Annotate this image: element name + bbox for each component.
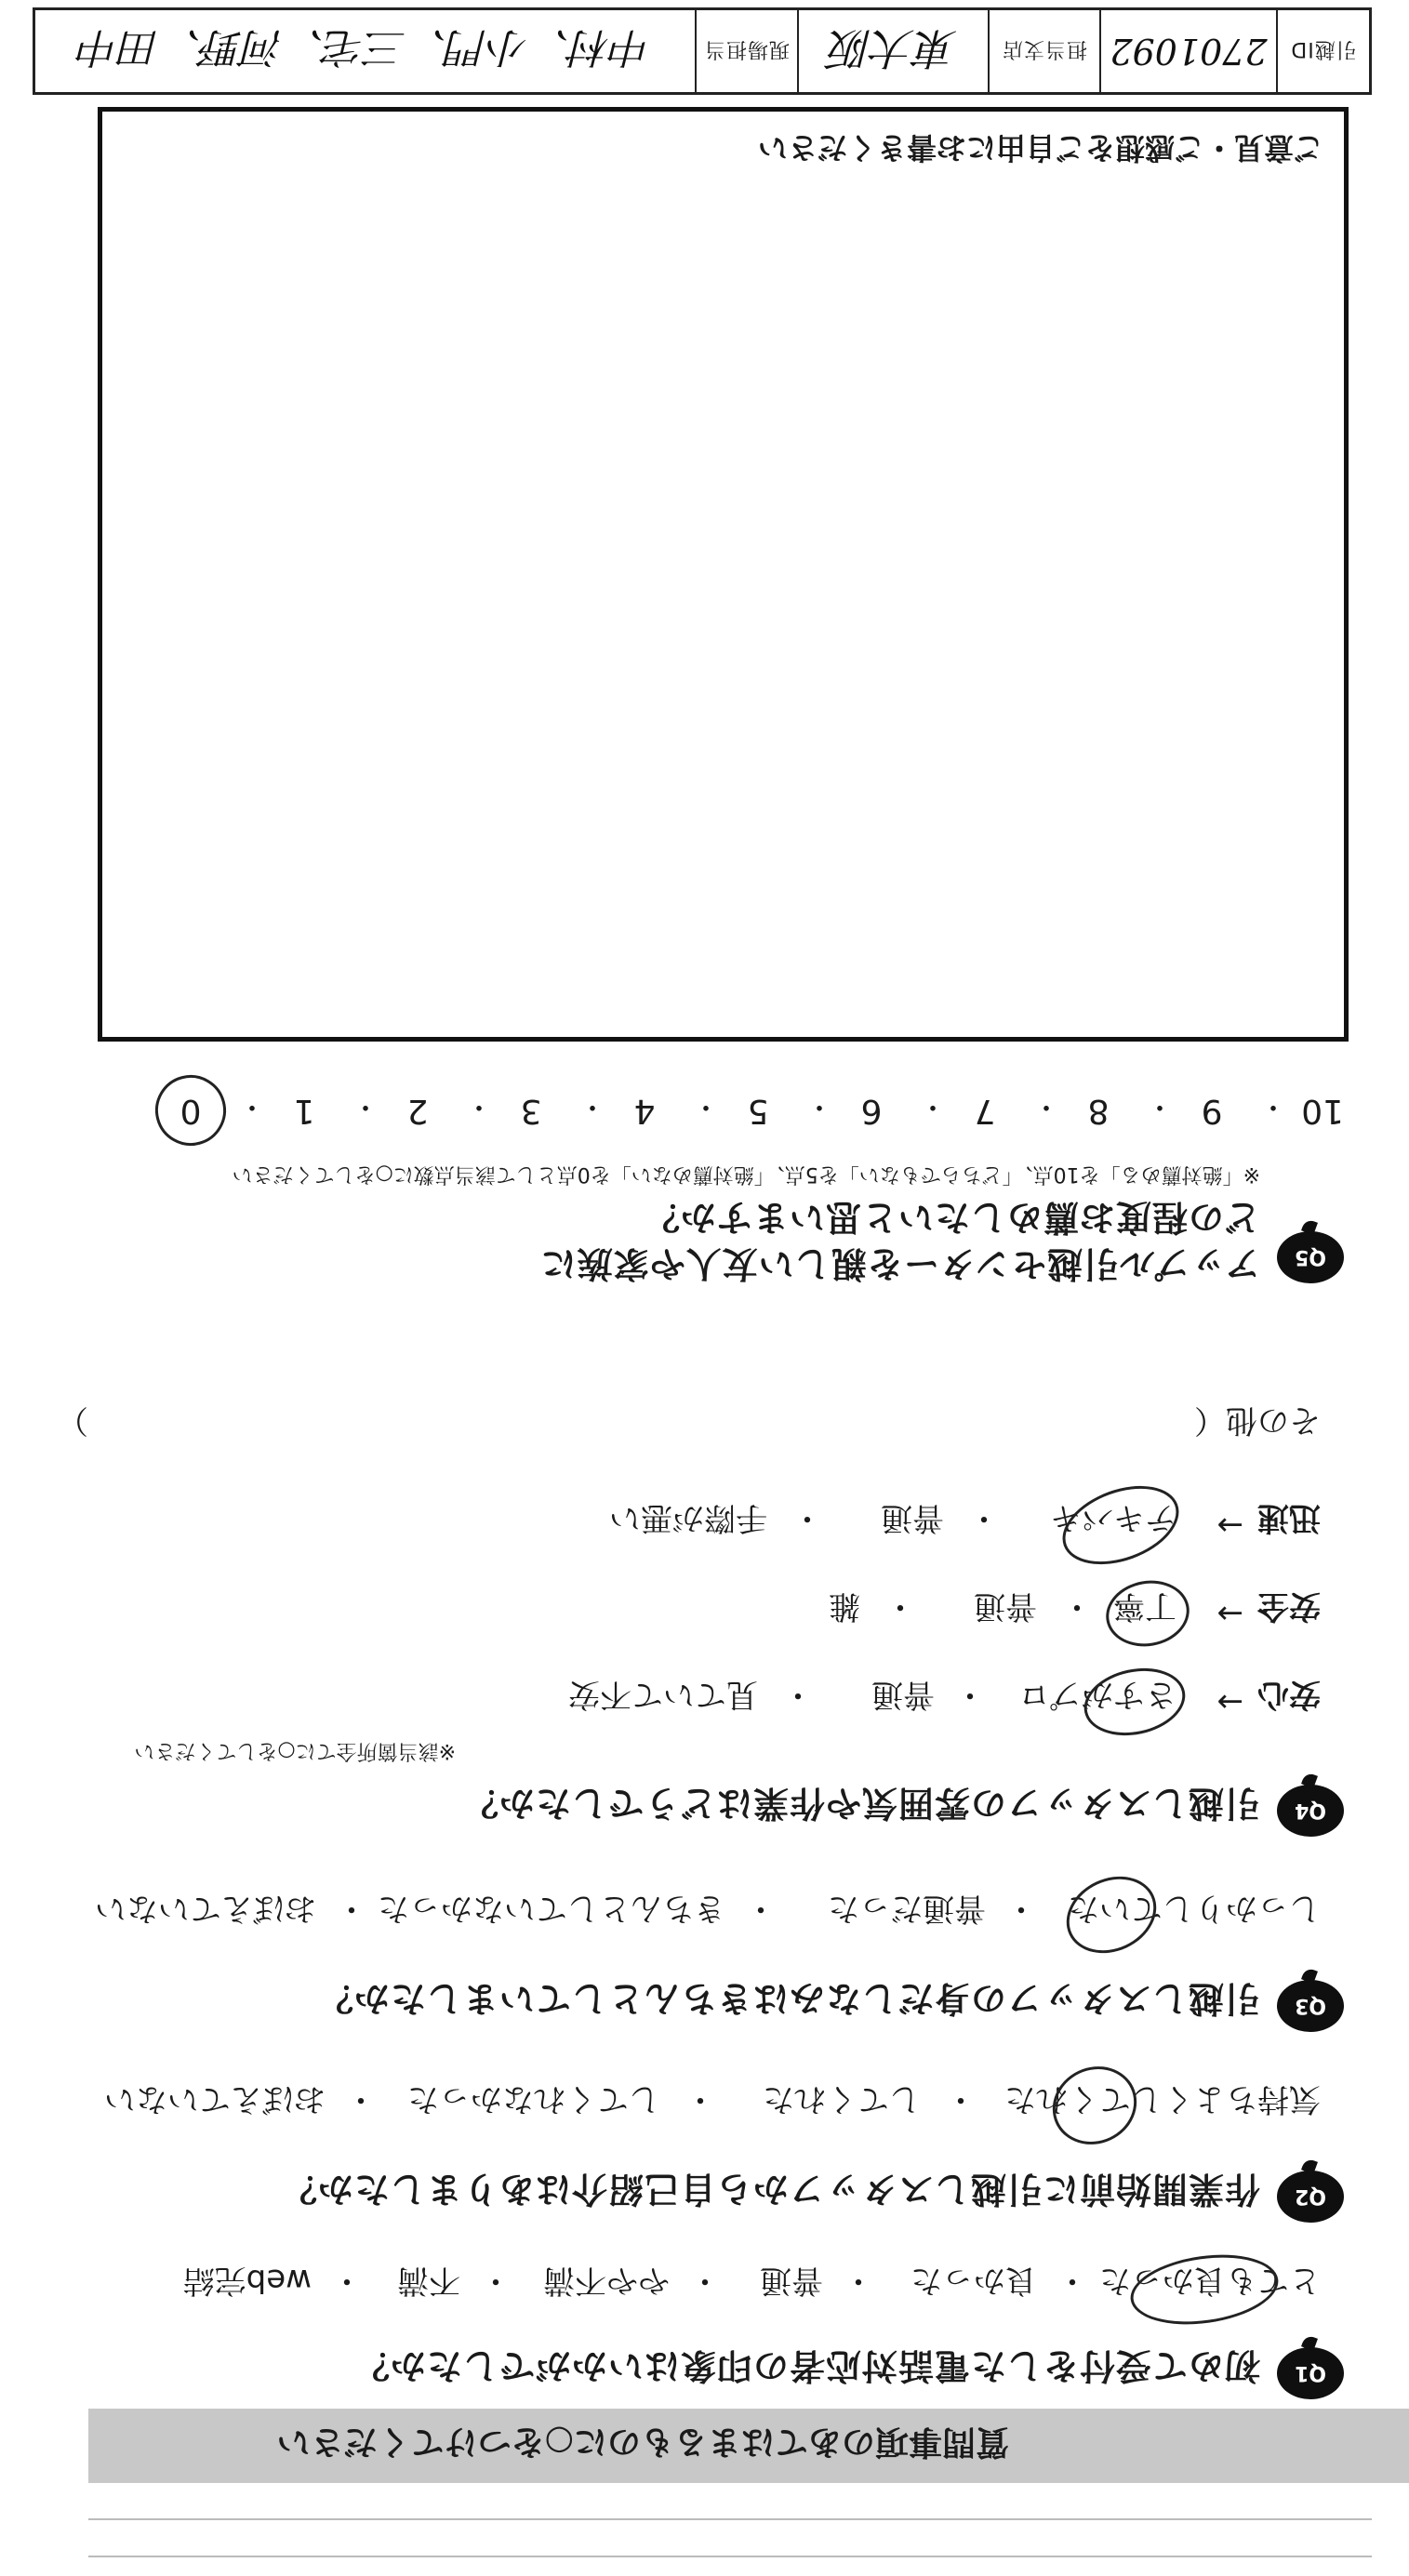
q3-sep: ・ — [745, 1890, 777, 1927]
scale-option[interactable]: 4 — [633, 1092, 656, 1130]
arrow-icon: → — [1216, 1595, 1243, 1632]
q4-sep: ・ — [791, 1499, 823, 1536]
scale-dot: ・ — [465, 1090, 493, 1122]
q3-sep: ・ — [1005, 1890, 1037, 1927]
q3-sep: ・ — [336, 1890, 367, 1927]
q5-selection-circle — [147, 1067, 233, 1153]
scale-option[interactable]: 0 — [179, 1092, 202, 1130]
q5-scale — [107, 1082, 1344, 1137]
header-table — [33, 7, 1372, 95]
scale-dot: ・ — [1259, 1090, 1287, 1122]
scan-edge-line — [88, 2518, 1372, 2520]
q5-question-line2: どの程度お薦めしたいと思いますか？ — [643, 1197, 1260, 1238]
scale-dot: ・ — [692, 1090, 720, 1122]
id-label: 引越ID — [1290, 37, 1357, 61]
q2-option[interactable]: 気持ちよくしてくれた — [1004, 2080, 1321, 2118]
q1-sep: ・ — [843, 2262, 874, 2299]
scale-option[interactable]: 7 — [974, 1092, 996, 1130]
q1-option[interactable]: 普通 — [760, 2262, 823, 2299]
q3-question: 引越しスタッフの身だしなみはきちんとしていましたか？ — [316, 1978, 1260, 2019]
q1-badge: Q1 — [1277, 2347, 1344, 2399]
scale-dot: ・ — [805, 1090, 833, 1122]
scale-option[interactable]: 8 — [1087, 1092, 1110, 1130]
q2-question: 作業開始前に引越しスタッフから自己紹介はありましたか？ — [280, 2169, 1260, 2210]
branch-label: 担当支店 — [1002, 37, 1088, 61]
arrow-icon: → — [1216, 1683, 1243, 1720]
q4-other-close: ） — [57, 1401, 88, 1439]
q4-option[interactable]: 普通 — [871, 1676, 935, 1713]
scale-option[interactable]: 9 — [1201, 1092, 1223, 1130]
scale-dot: ・ — [238, 1090, 266, 1122]
scale-dot: ・ — [578, 1090, 606, 1122]
q5-question-line1: アップル引越センターを親しい友人や家族に — [539, 1243, 1260, 1284]
scale-option[interactable]: 1 — [293, 1092, 315, 1130]
q3-option[interactable]: 普通だった — [828, 1890, 986, 1927]
comment-box-label: ご意見・ご感想をご自由にお書きください — [757, 130, 1323, 166]
q4-question: 引越しスタッフの雰囲気や作業はどうでしたか？ — [461, 1783, 1260, 1824]
staff-label-cell — [695, 10, 797, 92]
q1-option[interactable]: 不満 — [397, 2262, 460, 2299]
id-value: 2701092 — [1110, 31, 1268, 72]
q3-option[interactable]: おぼえていない — [95, 1890, 316, 1927]
q1-option[interactable]: web完結 — [182, 2262, 312, 2299]
instructions-banner — [88, 2409, 1409, 2483]
instructions-text: 質問事項のあてはまるものに○をつけてください — [276, 2423, 1009, 2461]
q2-option[interactable]: してくれた — [763, 2080, 921, 2118]
branch-label-cell — [988, 10, 1099, 92]
q4-row-label: 安全 — [1257, 1587, 1321, 1625]
scale-option[interactable]: 10 — [1301, 1092, 1344, 1130]
scale-option[interactable]: 3 — [520, 1092, 542, 1130]
staff-value: 中村、小門、三宅、河野、田中 — [78, 23, 652, 71]
q2-option[interactable]: おぼえていない — [104, 2080, 326, 2118]
q2-option[interactable]: してくれなかった — [407, 2080, 660, 2118]
q4-sep: ・ — [954, 1676, 986, 1713]
q3-option[interactable]: きちんとしていなかった — [378, 1890, 725, 1927]
branch-value: 東大阪 — [829, 23, 958, 73]
scale-dot: ・ — [919, 1090, 947, 1122]
q4-option[interactable]: 普通 — [881, 1499, 944, 1536]
q3-badge: Q3 — [1277, 1980, 1344, 2032]
q4-selection-circle — [1078, 1659, 1191, 1744]
scale-option[interactable]: 5 — [747, 1092, 769, 1130]
staff-value-cell — [35, 10, 695, 92]
q4-note: ※該当箇所全てに○をしてください — [134, 1739, 456, 1762]
q3-selection-circle — [1054, 1863, 1169, 1968]
q4-option[interactable]: 見ていて不安 — [568, 1676, 758, 1713]
branch-value-cell — [797, 10, 988, 92]
q2-sep: ・ — [685, 2080, 716, 2118]
q1-sep: ・ — [331, 2262, 363, 2299]
q4-sep: ・ — [1061, 1587, 1093, 1625]
q4-sep: ・ — [968, 1499, 1000, 1536]
q4-selection-circle — [1052, 1471, 1190, 1579]
q1-sep: ・ — [689, 2262, 721, 2299]
q4-option[interactable]: 普通 — [974, 1587, 1037, 1625]
scale-dot: ・ — [1032, 1090, 1060, 1122]
q1-question: 初めて受付をした電話対応者の印象はいかがでしたか？ — [352, 2345, 1260, 2386]
scale-dot: ・ — [352, 1090, 379, 1122]
q2-badge: Q2 — [1277, 2171, 1344, 2223]
q1-sep: ・ — [480, 2262, 512, 2299]
q4-option[interactable]: 雑 — [829, 1587, 860, 1625]
scale-option[interactable]: 2 — [406, 1092, 429, 1130]
q2-selection-circle — [1040, 2052, 1150, 2158]
q4-other-label: その他（ — [1194, 1401, 1321, 1439]
q4-option[interactable]: 手際が悪い — [609, 1499, 767, 1536]
id-value-cell — [1099, 10, 1276, 92]
q4-option[interactable]: さすがプロ — [1018, 1676, 1176, 1713]
q4-row-label: 迅速 — [1257, 1499, 1321, 1536]
q1-option[interactable]: とても良かった — [1099, 2262, 1321, 2299]
q5-note: ※「絶対薦める」を10点、「どちらでもない」を5点、「絶対薦めない」を0点として該当点数に○をしてください — [232, 1162, 1260, 1186]
q1-option[interactable]: 良かった — [911, 2262, 1037, 2299]
q4-badge: Q4 — [1277, 1785, 1344, 1837]
staff-label: 現場担当 — [704, 37, 791, 61]
q3-option[interactable]: しっかりしていた — [1068, 1890, 1321, 1927]
q2-sep: ・ — [945, 2080, 977, 2118]
q4-sep: ・ — [782, 1676, 814, 1713]
q4-option[interactable]: テキパキ — [1050, 1499, 1176, 1536]
q1-selection-circle — [1126, 2246, 1283, 2333]
q2-sep: ・ — [345, 2080, 377, 2118]
q5-badge: Q5 — [1277, 1231, 1344, 1283]
comment-box[interactable] — [98, 107, 1349, 1042]
q4-sep: ・ — [884, 1587, 916, 1625]
id-label-cell — [1276, 10, 1369, 92]
q1-option[interactable]: やや不満 — [543, 2262, 670, 2299]
q4-row-label: 安心 — [1257, 1676, 1321, 1713]
scan-edge-line — [88, 2556, 1372, 2557]
q1-sep: ・ — [1057, 2262, 1088, 2299]
scale-dot: ・ — [1146, 1090, 1174, 1122]
scale-option[interactable]: 6 — [860, 1092, 883, 1130]
q4-option[interactable]: 丁寧 — [1113, 1587, 1176, 1625]
arrow-icon: → — [1216, 1507, 1243, 1544]
